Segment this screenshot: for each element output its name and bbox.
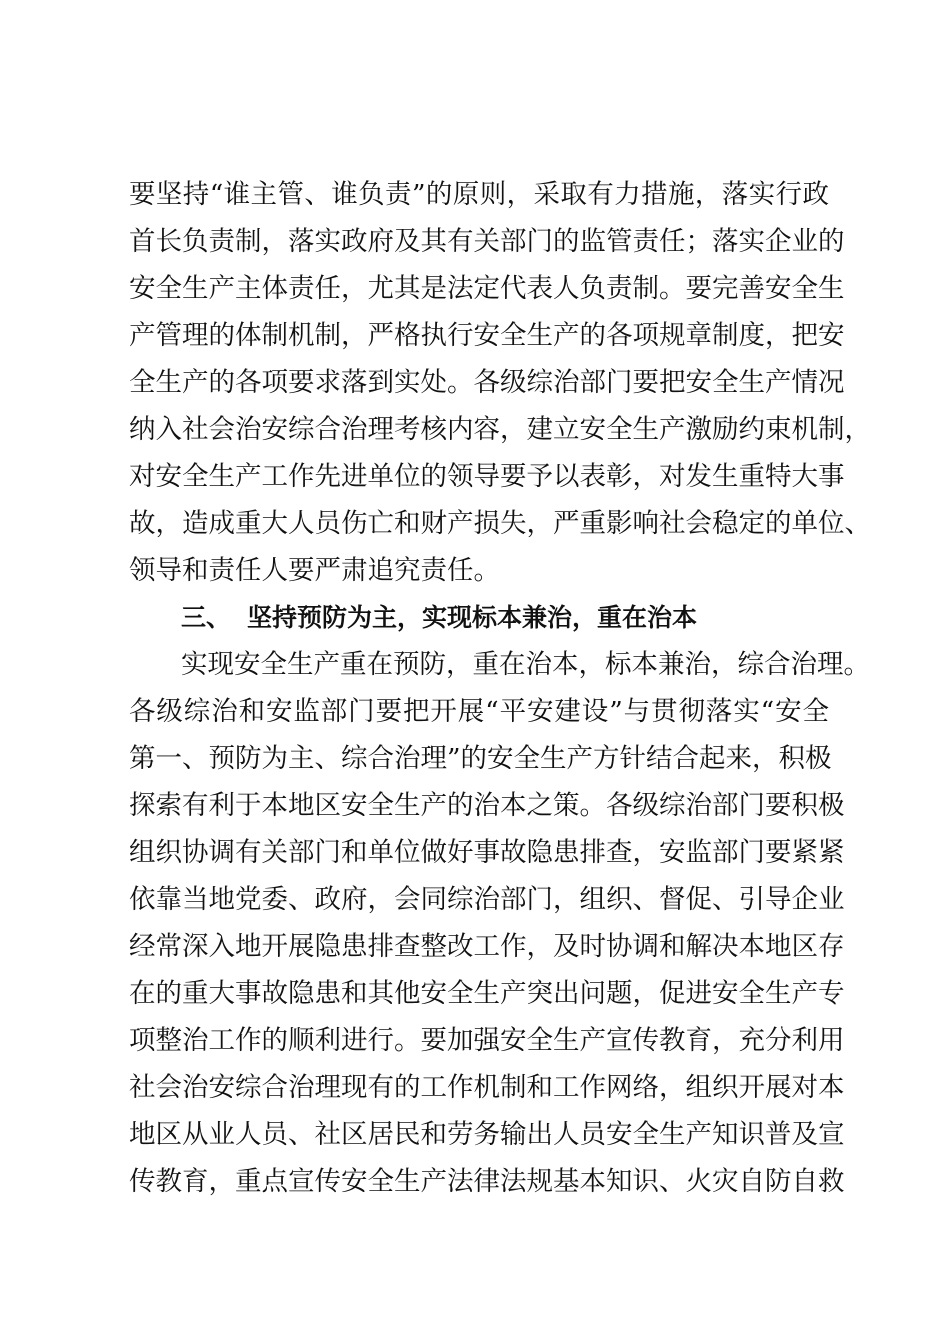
paragraph-2-line: 各级综治和安监部门要把开展“平安建设”与贯彻落实“安全 <box>129 696 829 727</box>
paragraph-1-line: 首长负责制，落实政府及其有关部门的监管责任；落实企业的 <box>129 226 845 257</box>
paragraph-1-line: 全生产的各项要求落到实处。各级综治部门要把安全生产情况 <box>129 367 845 398</box>
paragraph-2-line: 第一、预防为主、综合治理”的安全生产方针结合起来，积极 <box>129 743 832 774</box>
paragraph-1-line: 对安全生产工作先进单位的领导要予以表彰，对发生重特大事 <box>129 461 845 492</box>
paragraph-2-line: 传教育，重点宣传安全生产法律法规基本知识、火灾自防自救 <box>129 1166 845 1197</box>
paragraph-1-line: 产管理的体制机制，严格执行安全生产的各项规章制度，把安 <box>129 320 845 351</box>
paragraph-2-line: 在的重大事故隐患和其他安全生产突出问题，促进安全生产专 <box>129 978 845 1009</box>
paragraph-2-line: 依靠当地党委、政府，会同综治部门，组织、督促、引导企业 <box>129 884 845 915</box>
paragraph-2-line: 探索有利于本地区安全生产的治本之策。各级综治部门要积极 <box>129 790 845 821</box>
paragraph-2-line: 组织协调有关部门和单位做好事故隐患排查，安监部门要紧紧 <box>129 837 845 868</box>
paragraph-1-line: 要坚持“谁主管、谁负责”的原则，采取有力措施，落实行政 <box>129 179 829 210</box>
paragraph-1-line: 故，造成重大人员伤亡和财产损失，严重影响社会稳定的单位、 <box>129 508 871 539</box>
paragraph-1-line: 纳入社会治安综合治理考核内容，建立安全生产激励约束机制， <box>129 414 871 445</box>
paragraph-2-line: 项整治工作的顺利进行。要加强安全生产宣传教育，充分利用 <box>129 1025 845 1056</box>
paragraph-1-line: 安全生产主体责任，尤其是法定代表人负责制。要完善安全生 <box>129 273 845 304</box>
section-title: 坚持预防为主，实现标本兼治，重在治本 <box>247 603 698 632</box>
section-number: 三、 <box>181 603 232 632</box>
paragraph-2-line: 地区从业人员、社区居民和劳务输出人员安全生产知识普及宣 <box>129 1119 845 1150</box>
paragraph-1-line: 领导和责任人要严肃追究责任。 <box>129 555 500 586</box>
paragraph-2-line: 实现安全生产重在预防，重在治本，标本兼治，综合治理。 <box>181 649 870 680</box>
paragraph-2-line: 社会治安综合治理现有的工作机制和工作网络，组织开展对本 <box>129 1072 845 1103</box>
section-heading <box>181 598 697 638</box>
paragraph-2-line: 经常深入地开展隐患排查整改工作，及时协调和解决本地区存 <box>129 931 845 962</box>
